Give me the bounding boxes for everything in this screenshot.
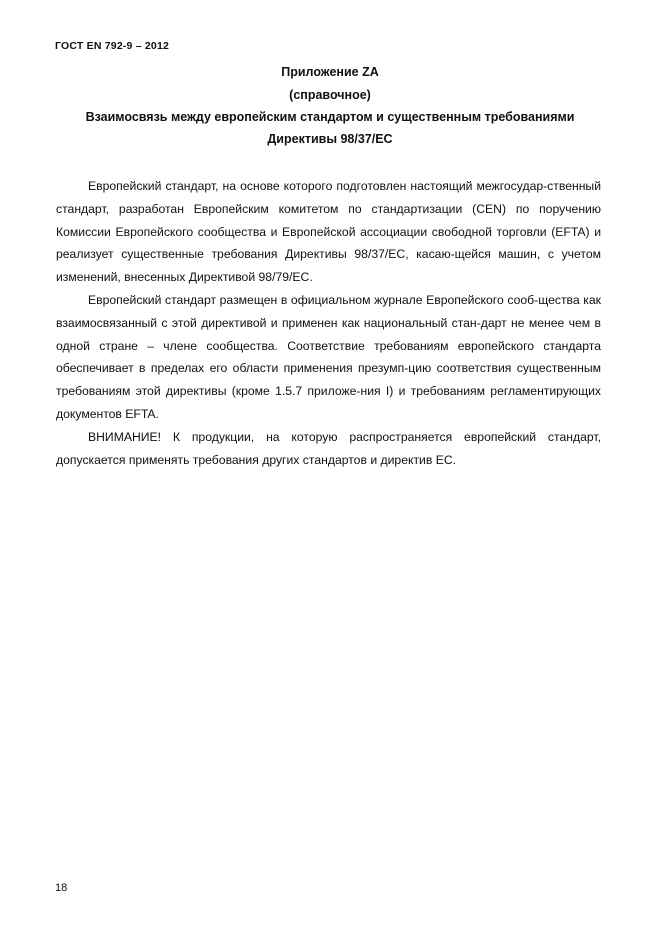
paragraph-2: Европейский стандарт размещен в официальном журнале Европейского сооб-щества как взаимосвязанный с этой директивой и применен как национальный стан-дарт не менее чем в одной стране – члене сообщества. Соответствие требованиям европейского стандарта обеспечивает в пределах его области применения презумп-цию соответствия существенным требованиям этой директивы (кроме 1.5.7 приложе-ния I) и требованиям регламентирующих документов EFTA. (56, 292, 601, 421)
annex-status: (справочное) (289, 88, 371, 102)
page-number: 18 (55, 882, 68, 894)
annex-title: Приложение ZA (281, 65, 379, 79)
annex-heading-line-2: Директивы 98/37/ЕС (267, 132, 393, 146)
annex-heading-line-1: Взаимосвязь между европейским стандартом и существенным требованиями (85, 110, 575, 124)
paragraph-3: ВНИМАНИЕ! К продукции, на которую распространяется европейский стандарт, допускается применять требования других стандартов и директив ЕС. (56, 429, 601, 467)
annex-heading (50, 106, 610, 150)
paragraph-1: Европейский стандарт, на основе которого подготовлен настоящий межгосудар-ственный стандарт, разработан Европейским комитетом по стандартизации (CEN) по поручению Комиссии Европейского сообщества и Европейской ассоциации свободной торговли (EFTA) и реализует существенные требования Директивы 98/37/ЕС, касаю-щейся машин, с учетом изменений, внесенных Директивой 98/79/ЕС. (56, 179, 601, 285)
body-text (56, 175, 601, 471)
document-code: ГОСТ EN 792-9 – 2012 (55, 40, 170, 52)
